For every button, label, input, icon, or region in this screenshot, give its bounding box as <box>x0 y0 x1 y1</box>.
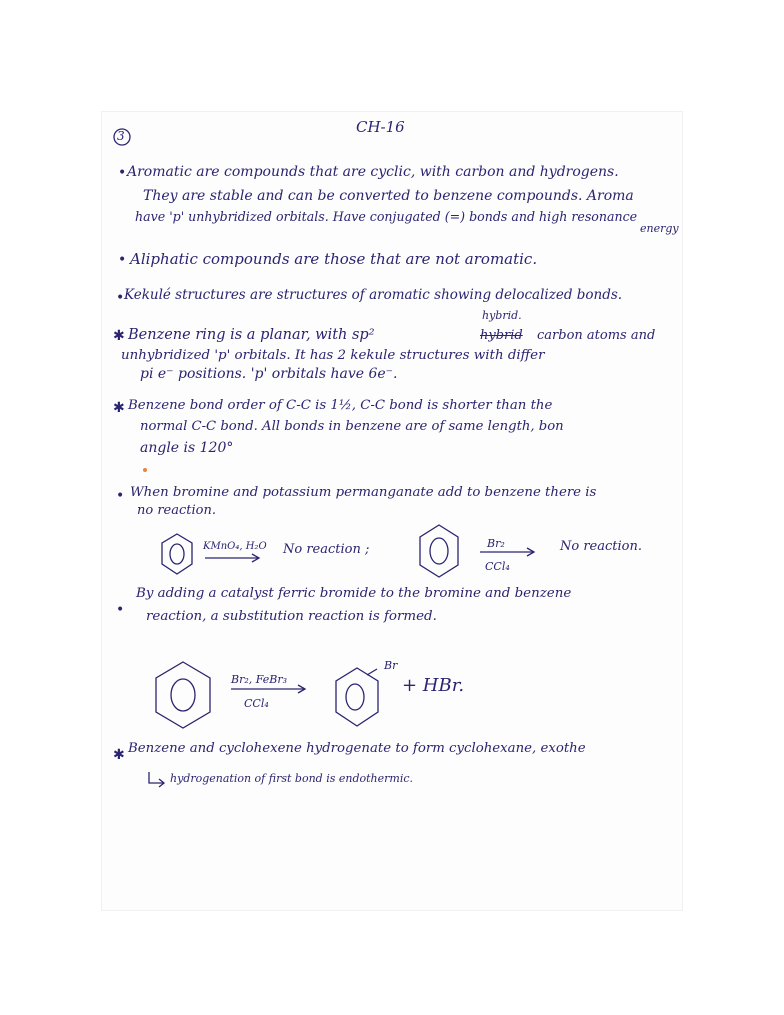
page-title: CH-16 <box>356 118 405 136</box>
reagent-br2: Br₂ <box>487 537 505 550</box>
reagent-kmno4: KMnO₄, H₂O <box>203 541 267 552</box>
kekule-note: Kekulé structures are structures of aromatic showing delocalized bonds. <box>124 287 623 303</box>
page-number: 3 <box>117 129 125 143</box>
star-mark: ✱ <box>113 747 125 763</box>
benzene-ring-line-1b: carbon atoms and <box>537 328 656 343</box>
no-reaction-text-2: No reaction. <box>560 539 642 554</box>
benzene-ring-1 <box>160 532 194 576</box>
hydrogenation-line-1: Benzene and cyclohexene hydrogenate to form cyclohexane, exothe <box>128 741 586 756</box>
bullet-dot: • <box>116 602 125 618</box>
aromatic-line-1: Aromatic are compounds that are cyclic, with carbon and hydrogens. <box>127 164 619 180</box>
benzene-ring-3 <box>154 660 212 730</box>
bromobenzene-ring <box>334 666 380 728</box>
hbr-byproduct: + HBr. <box>402 675 465 696</box>
hydrogenation-line-2: hydrogenation of first bond is endothermic. <box>170 772 413 785</box>
ink-speck <box>143 468 147 472</box>
reaction-arrow-3 <box>229 684 309 694</box>
benzene-ring-2 <box>418 523 460 579</box>
bullet-dot: • <box>118 165 127 181</box>
reaction-arrow-1 <box>203 553 263 563</box>
bond-order-line-1: Benzene bond order of C-C is 1½, C-C bond is shorter than the <box>128 398 553 413</box>
star-mark: ✱ <box>113 400 125 416</box>
bond-order-line-3: angle is 120° <box>140 440 234 456</box>
bromine-line-2: no reaction. <box>137 503 216 518</box>
benzene-ring-line-2: unhybridized 'p' orbitals. It has 2 kekule structures with differ <box>121 348 545 363</box>
benzene-ring-line-1a: Benzene ring is a planar, with sp² <box>128 327 375 343</box>
bullet-dot: • <box>116 488 125 504</box>
star-mark: ✱ <box>113 328 125 344</box>
bullet-dot: • <box>116 290 125 306</box>
hybrid-insert: hybrid. <box>482 309 522 322</box>
reagent-br2-febr3: Br₂, FeBr₃ <box>231 673 288 686</box>
no-reaction-text-1: No reaction ; <box>283 542 370 557</box>
benzene-ring-line-3: pi e⁻ positions. 'p' orbitals have 6e⁻. <box>140 366 398 382</box>
bromine-line-1: When bromine and potassium permanganate add to benzene there is <box>130 485 597 500</box>
bullet-dot: • <box>118 252 127 268</box>
reagent-ccl4: CCl₄ <box>485 560 510 573</box>
catalyst-line-1: By adding a catalyst ferric bromide to the bromine and benzene <box>136 586 572 601</box>
reaction-arrow-2 <box>478 547 538 557</box>
reagent-ccl4-2: CCl₄ <box>244 697 269 710</box>
bond-order-line-2: normal C-C bond. All bonds in benzene are of same length, bon <box>140 419 564 434</box>
aromatic-line-3: have 'p' unhybridized orbitals. Have conjugated (=) bonds and high resonance <box>135 209 638 224</box>
aliphatic-note: Aliphatic compounds are those that are not aromatic. <box>130 250 538 268</box>
bromine-substituent: Br <box>384 659 398 672</box>
sub-point-arrow <box>146 771 168 789</box>
catalyst-line-2: reaction, a substitution reaction is formed. <box>146 609 437 624</box>
benzene-ring-line-1-struck: hybrid <box>480 328 523 343</box>
aromatic-line-4: energy <box>640 222 679 235</box>
aromatic-line-2: They are stable and can be converted to benzene compounds. Aroma <box>143 188 634 204</box>
